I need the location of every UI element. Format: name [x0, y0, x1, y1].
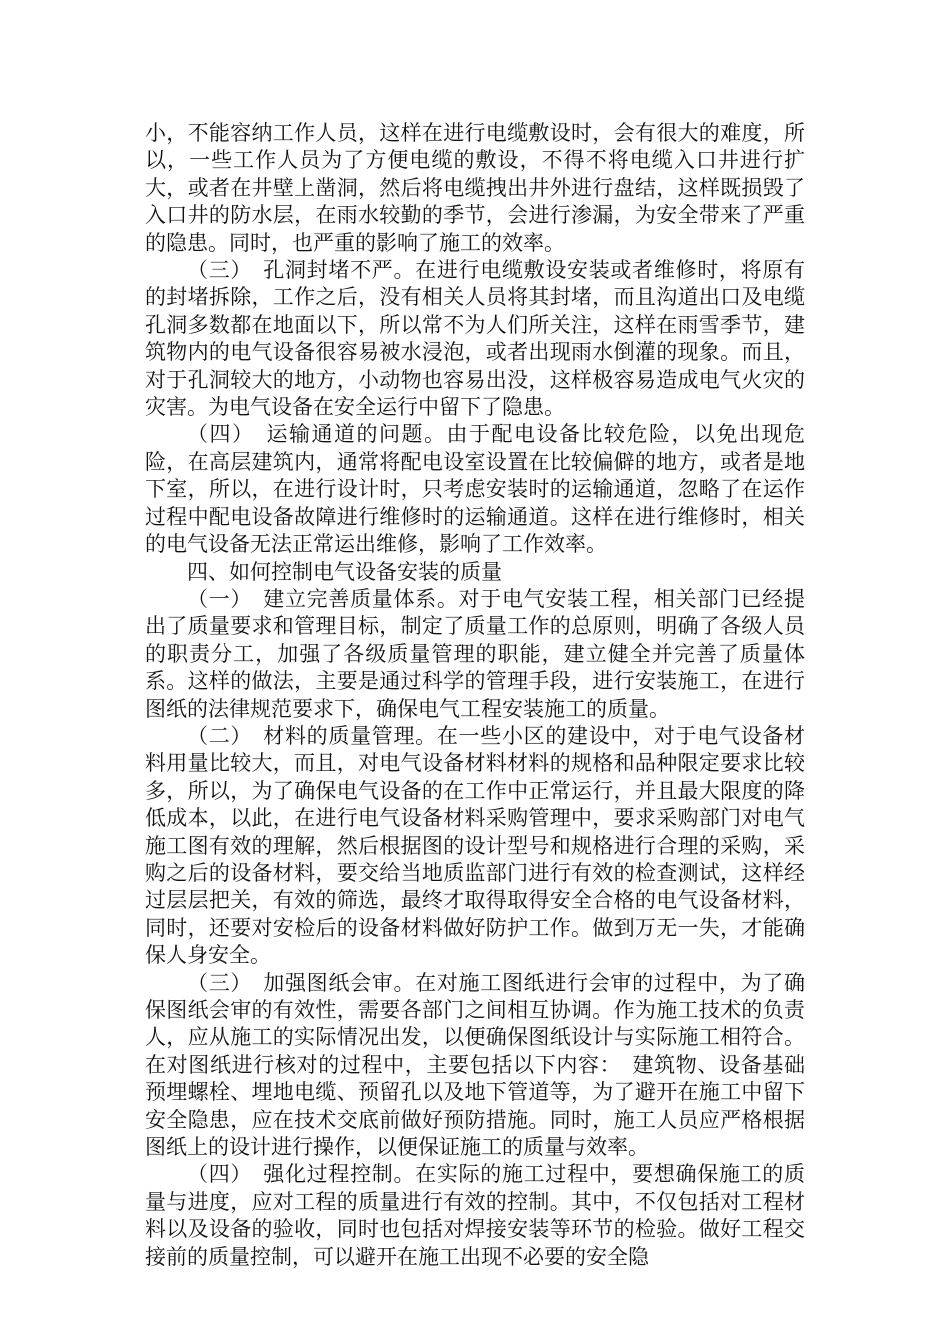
- paragraph-continuation: 小，不能容纳工作人员，这样在进行电缆敷设时，会有很大的难度，所以，一些工作人员为了方便电缆的敷设，不得不将电缆入口井进行扩大，或者在井壁上凿洞，然后将电缆拽出井外进行盘结，这样既损毁了入口井的防水层，在雨水较勤的季节，会进行渗漏，为安全带来了严重的隐患。同时，也严重的影响了施工的效率。: [145, 121, 805, 255]
- paragraph-item-2-material-management: （二） 材料的质量管理。在一些小区的建设中，对于电气设备材料用量比较大，而且，对电气设备材料材料的规格和品种限定要求比较多，所以，为了确保电气设备的在工作中正常运行，并且最大限度的降低成本，以此，在进行电气设备材料采购管理中，要求采购部门对电气施工图有效的理解，然后根据图的设计型号和规格进行合理的采购，采购之后的设备材料，要交给当地质监部门进行有效的检查测试，这样经过层层把关，有效的筛选，最终才取得取得安全合格的电气设备材料，同时，还要对安检后的设备材料做好防护工作。做到万无一失，才能确保人身安全。: [145, 723, 805, 968]
- paragraph-item-3-hole-sealing: （三） 孔洞封堵不严。在进行电缆敷设安装或者维修时，将原有的封堵拆除，工作之后，没有相关人员将其封堵，而且沟道出口及电缆孔洞多数都在地面以下，所以常不为人们所关注，这样在雨雪季节，建筑物内的电气设备很容易被水浸泡，或者出现雨水倒灌的现象。而且，对于孔洞较大的地方，小动物也容易出没，这样极容易造成电气火灾的灾害。为电气设备在安全运行中留下了隐患。: [145, 258, 805, 420]
- section-heading: 四、如何控制电气设备安装的质量: [187, 559, 502, 584]
- paragraph-item-1-quality-system: （一） 建立完善质量体系。对于电气安装工程，相关部门已经提出了质量要求和管理目标，制定了质量工作的总原则，明确了各级人员的职责分工，加强了各级质量管理的职能，建立健全并完善了质量体系。这样的做法，主要是通过科学的管理手段，进行安装施工，在进行图纸的法律规范要求下，确保电气工程安装施工的质量。: [145, 586, 805, 721]
- paragraph-item-3-drawing-review: （三） 加强图纸会审。在对施工图纸进行会审的过程中，为了确保图纸会审的有效性，需要各部门之间相互协调。作为施工技术的负责人，应从施工的实际情况出发，以便确保图纸设计与实际施工相符合。在对图纸进行核对的过程中，主要包括以下内容： 建筑物、设备基础预埋螺栓、埋地电缆、预留孔以及地下管道等，为了避开在施工中留下安全隐患，应在技术交底前做好预防措施。同时，施工人员应严格根据图纸上的设计进行操作，以便保证施工的质量与效率。: [145, 970, 805, 1160]
- paragraph-item-4-transport-channel: （四） 运输通道的问题。由于配电设备比较危险，以免出现危险，在高层建筑内，通常将配电设室设置在比较偏僻的地方，或者是地下室，所以，在进行设计时，只考虑安装时的运输通道，忽略了在运作过程中配电设备故障进行维修时的运输通道。这样在进行维修时，相关的电气设备无法正常运出维修，影响了工作效率。: [145, 422, 805, 557]
- document-page: [145, 120, 805, 1271]
- paragraph-item-4-process-control: （四） 强化过程控制。在实际的施工过程中，要想确保施工的质量与进度，应对工程的质量进行有效的控制。其中，不仅包括对工程材料以及设备的验收，同时也包括对焊接安装等环节的检验。做好工程交接前的质量控制，可以避开在施工出现不必要的安全隐: [145, 1162, 805, 1269]
